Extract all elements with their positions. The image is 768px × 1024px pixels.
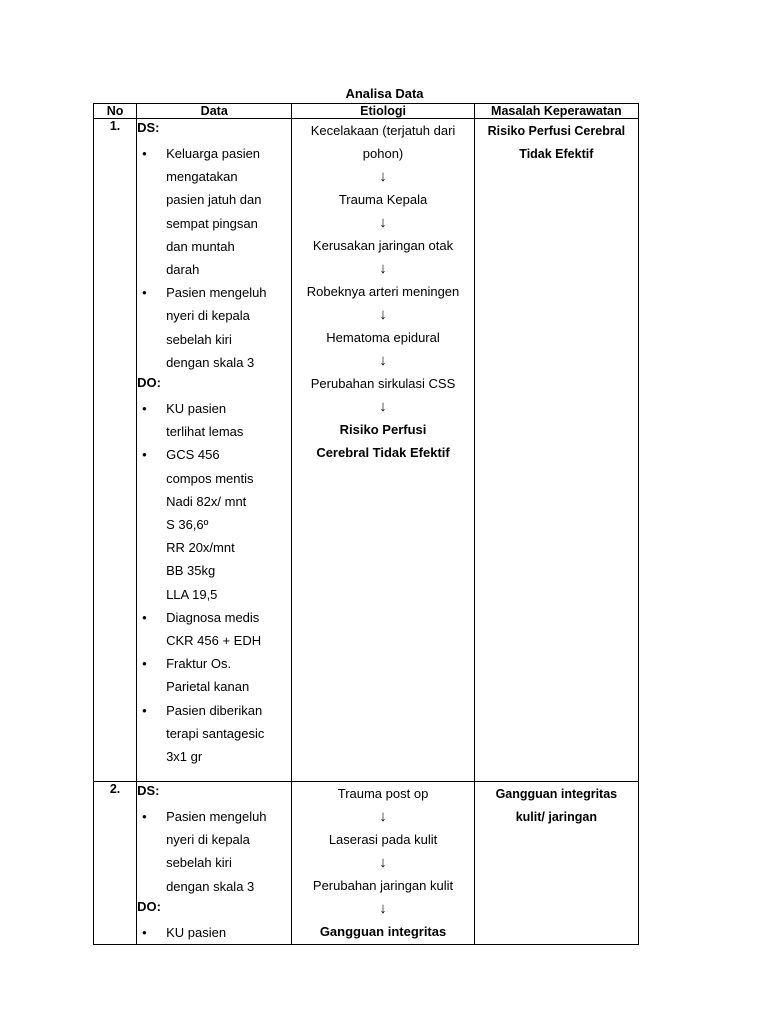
row-number: 1.	[94, 119, 137, 782]
bullet-line: mengatakan	[166, 169, 238, 185]
bullet-line: • Keluarga pasien	[166, 146, 261, 161]
bullet-line: 3x1 gr	[166, 749, 203, 765]
data-cell	[137, 119, 292, 782]
down-arrow-icon: ↓	[379, 352, 387, 369]
bullet-item	[137, 142, 291, 281]
bullet-line: dengan skala 3	[166, 878, 255, 894]
masalah-cell: Gangguan integritas kulit/ jaringan	[474, 782, 638, 945]
bullet-line: terlihat lemas	[166, 424, 244, 440]
bullet-line: • Pasien diberikan	[166, 702, 263, 718]
table-row	[94, 119, 639, 782]
bullet-line: RR 20x/mnt	[166, 540, 235, 556]
bullet-line: LLA 19,5	[166, 586, 218, 602]
bullet-line: dengan skala 3	[166, 354, 255, 370]
bullet-line: sempat pingsan	[166, 215, 258, 231]
etiologi-step: Perubahan sirkulasi CSS	[310, 376, 456, 391]
masalah-cell: Risiko Perfusi Cerebral Tidak Efektif	[474, 119, 638, 782]
bullet-line: Nadi 82x/ mnt	[166, 493, 247, 509]
bullet-line: S 36,6º	[166, 517, 209, 533]
data-cell	[137, 782, 292, 945]
bullet-line: • Diagnosa medis	[166, 609, 260, 625]
down-arrow-icon: ↓	[379, 260, 387, 277]
ds-label: DS:	[137, 120, 160, 135]
bullet-line: sebelah kiri	[166, 331, 232, 347]
do-label: DO:	[137, 375, 161, 391]
bullet-line: • Pasien mengeluh	[166, 809, 267, 824]
bullet-line: terapi santagesic	[166, 725, 265, 741]
ds-label: DS:	[137, 783, 160, 798]
bullet-list	[137, 921, 291, 944]
bullet-line: CKR 456 + EDH	[166, 633, 262, 649]
bullet-line: compos mentis	[166, 470, 254, 486]
etiologi-step: Trauma Kepala	[338, 192, 428, 207]
etiologi-step: Laserasi pada kulit	[328, 832, 438, 847]
bullet-line: dan muntah	[166, 238, 235, 254]
bullet-line: BB 35kg	[166, 563, 216, 579]
down-arrow-icon: ↓	[379, 306, 387, 323]
bullet-list	[137, 805, 291, 898]
etiologi-step: Hematoma epidural	[326, 330, 440, 345]
row-number: 2.	[94, 782, 137, 945]
down-arrow-icon: ↓	[379, 214, 387, 231]
do-label: DO:	[137, 898, 161, 914]
bullet-line: • Pasien mengeluh	[166, 285, 267, 301]
bullet-line: nyeri di kepala	[166, 832, 250, 848]
bullet-line: nyeri di kepala	[166, 308, 250, 324]
etiologi-final: Gangguan integritas	[319, 924, 447, 939]
etiologi-cell	[292, 782, 474, 945]
header-data: Data	[137, 104, 292, 119]
bullet-item	[137, 652, 291, 698]
bullet-line: • GCS 456	[166, 447, 220, 463]
bullet-item	[137, 443, 291, 605]
bullet-line: pasien jatuh dan	[166, 192, 262, 208]
bullet-item	[137, 805, 291, 898]
bullet-item	[137, 699, 291, 769]
bullet-line: • KU pasien	[166, 924, 227, 940]
bullet-item	[137, 281, 291, 374]
etiologi-step: Kecelakaan (terjatuh dari pohon)	[310, 123, 456, 161]
header-masalah: Masalah Keperawatan	[474, 104, 638, 119]
bullet-line: sebelah kiri	[166, 855, 232, 871]
page-title: Analisa Data	[345, 86, 424, 101]
down-arrow-icon: ↓	[379, 854, 387, 871]
down-arrow-icon: ↓	[379, 398, 387, 415]
bullet-item	[137, 921, 291, 944]
bullet-item	[137, 397, 291, 443]
analysis-table	[93, 103, 639, 945]
down-arrow-icon: ↓	[379, 808, 387, 825]
etiologi-final: Risiko Perfusi Cerebral Tidak Efektif	[316, 422, 450, 460]
header-row	[94, 104, 639, 119]
bullet-line: Parietal kanan	[166, 679, 250, 695]
etiologi-cell	[292, 119, 474, 782]
etiologi-step: Kerusakan jaringan otak	[312, 238, 454, 253]
bullet-list	[137, 397, 291, 768]
down-arrow-icon: ↓	[379, 168, 387, 185]
header-etiologi: Etiologi	[292, 104, 474, 119]
bullet-line: • Fraktur Os.	[166, 656, 232, 672]
etiologi-step: Perubahan jaringan kulit	[312, 878, 454, 893]
etiologi-step: Trauma post op	[337, 786, 429, 801]
etiologi-step: Robeknya arteri meningen	[306, 284, 460, 299]
bullet-item	[137, 606, 291, 652]
down-arrow-icon: ↓	[379, 900, 387, 917]
bullet-line: darah	[166, 262, 200, 278]
table-row	[94, 782, 639, 945]
header-no: No	[94, 104, 137, 119]
bullet-line: • KU pasien	[166, 401, 227, 417]
bullet-list	[137, 142, 291, 374]
